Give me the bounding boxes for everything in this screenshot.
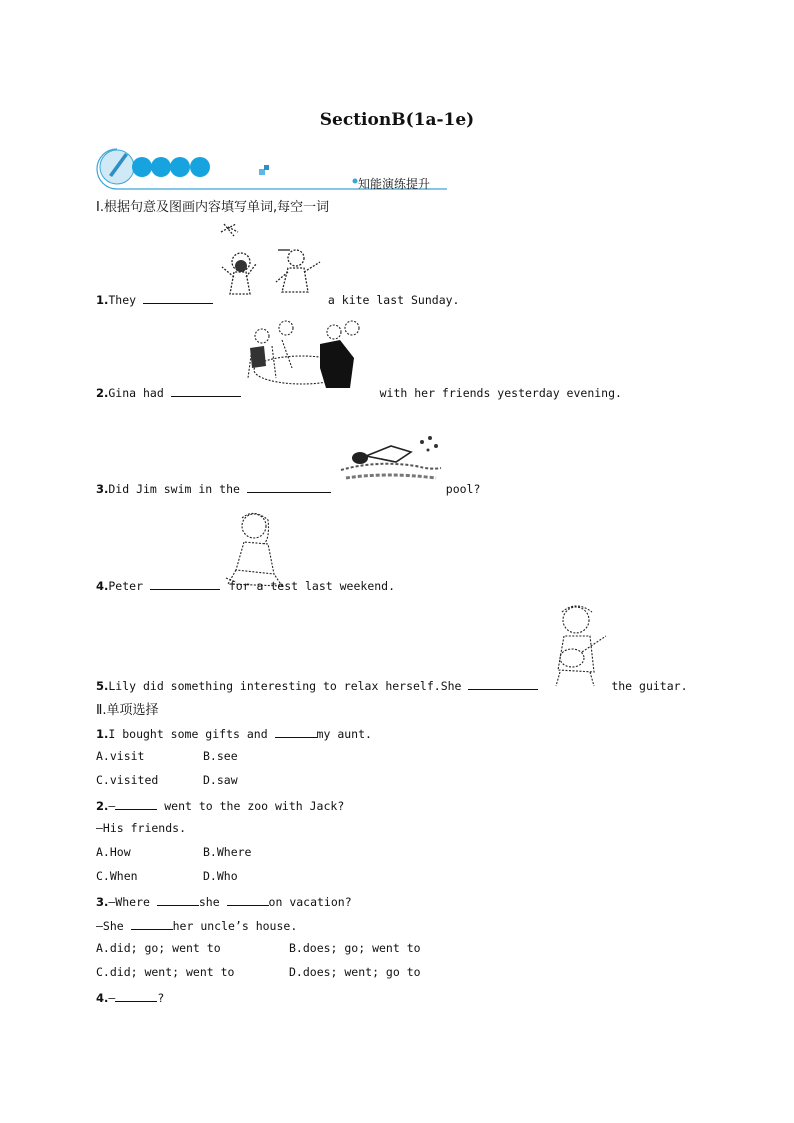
question-3-answer: —She her uncle’s house. — [96, 919, 298, 933]
option-d[interactable]: D.saw — [203, 773, 238, 787]
option-d[interactable]: D.Who — [203, 869, 238, 883]
question-1: 1.I bought some gifts and my aunt. — [96, 727, 372, 741]
answer-blank[interactable] — [150, 577, 220, 590]
question-3: 3.—Where she on vacation? — [96, 895, 352, 909]
answer-blank[interactable] — [227, 893, 269, 906]
part1-item-3: 3.Did Jim swim in the pool? — [96, 482, 481, 496]
page-title: SectionB(1a-1e) — [319, 110, 475, 130]
part1-item-4: 4.Peter for a test last weekend. — [96, 579, 396, 593]
option-c[interactable]: C.did; went; went to — [96, 965, 235, 979]
option-b[interactable]: B.see — [203, 749, 238, 763]
option-c[interactable]: C.When — [96, 869, 138, 883]
answer-blank[interactable] — [171, 384, 241, 397]
option-c[interactable]: C.visited — [96, 773, 159, 787]
option-a[interactable]: A.How — [96, 845, 131, 859]
part1-item-1: 1.They a kite last Sunday. — [96, 293, 460, 307]
answer-blank[interactable] — [115, 989, 157, 1002]
option-b[interactable]: B.does; go; went to — [289, 941, 421, 955]
part2-heading: Ⅱ.单项选择 — [96, 703, 159, 718]
option-d[interactable]: D.does; went; go to — [289, 965, 421, 979]
option-a[interactable]: A.did; go; went to — [96, 941, 221, 955]
option-a[interactable]: A.visit — [96, 749, 145, 763]
answer-blank[interactable] — [247, 480, 331, 493]
kite-flying-picture — [216, 222, 331, 302]
answer-blank[interactable] — [131, 917, 173, 930]
answer-blank[interactable] — [275, 725, 317, 738]
answer-blank[interactable] — [143, 291, 213, 304]
option-b[interactable]: B.Where — [203, 845, 252, 859]
answer-blank[interactable] — [157, 893, 199, 906]
banner-label: 知能演练提升 — [358, 177, 431, 191]
part1-item-2: 2.Gina had with her friends yesterday evening. — [96, 386, 622, 400]
part1-item-5: 5.Lily did something interesting to relax herself.She the guitar. — [96, 679, 688, 693]
question-2: 2.— went to the zoo with Jack? — [96, 799, 345, 813]
answer-blank[interactable] — [115, 797, 157, 810]
answer-blank[interactable] — [468, 677, 538, 690]
part1-heading: Ⅰ.根据句意及图画内容填写单词,每空一词 — [96, 200, 330, 215]
question-2-answer: —His friends. — [96, 821, 187, 835]
question-4: 4.— ? — [96, 991, 165, 1005]
